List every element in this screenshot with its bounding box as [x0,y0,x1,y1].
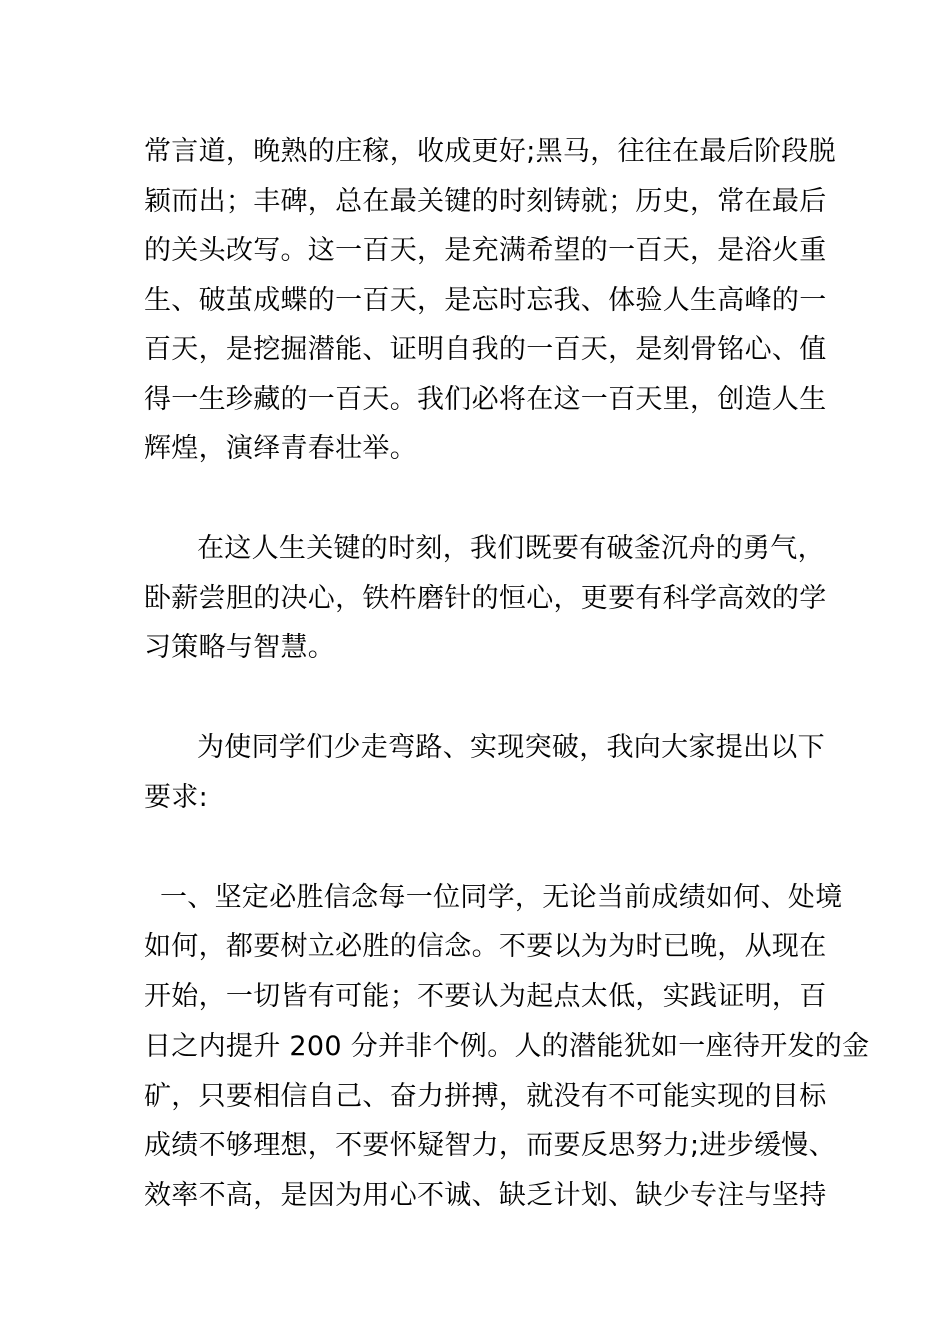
paragraph-4-line-1: 一、坚定必胜信念每一位同学，无论当前成绩如何、处境 [160,882,843,913]
paragraph-1-line-5: 百天，是挖掘潜能、证明自我的一百天，是刻骨铭心、值 [144,334,827,365]
paragraph-2-line-2: 卧薪尝胆的决心，铁杵磨针的恒心，更要有科学高效的学 [144,583,827,614]
paragraph-4-line-7: 效率不高，是因为用心不诚、缺乏计划、缺少专注与坚持 [144,1180,827,1211]
paragraph-4-line-4: 日之内提升 200 分并非个例。人的潜能犹如一座待开发的金 [144,1031,870,1062]
paragraph-1-line-3: 的关头改写。这一百天，是充满希望的一百天，是浴火重 [144,235,827,266]
paragraph-3-line-2: 要求: [144,782,208,813]
paragraph-1-line-6: 得一生珍藏的一百天。我们必将在这一百天里，创造人生 [144,384,827,415]
paragraph-1-line-1: 常言道，晚熟的庄稼，收成更好;黑马，往往在最后阶段脱 [144,136,836,167]
paragraph-1-line-4: 生、破茧成蝶的一百天，是忘时忘我、体验人生高峰的一 [144,285,827,316]
paragraph-1-line-7: 辉煌，演绎青春壮举。 [144,433,417,464]
paragraph-1-line-2: 颖而出；丰碑，总在最关键的时刻铸就；历史，常在最后 [144,186,827,217]
paragraph-4-line-2: 如何，都要树立必胜的信念。不要以为为时已晚，从现在 [144,931,827,962]
paragraph-4-line-5: 矿，只要相信自己、奋力拼搏，就没有不可能实现的目标 [144,1081,827,1112]
paragraph-4-line-3: 开始，一切皆有可能；不要认为起点太低，实践证明，百 [144,981,827,1012]
paragraph-3-line-1: 为使同学们少走弯路、实现突破，我向大家提出以下 [197,732,825,763]
paragraph-4-line-6: 成绩不够理想，不要怀疑智力，而要反思努力;进步缓慢、 [144,1130,836,1161]
paragraph-2-line-1: 在这人生关键的时刻，我们既要有破釜沉舟的勇气， [197,533,825,564]
paragraph-2-line-3: 习策略与智慧。 [144,632,336,663]
